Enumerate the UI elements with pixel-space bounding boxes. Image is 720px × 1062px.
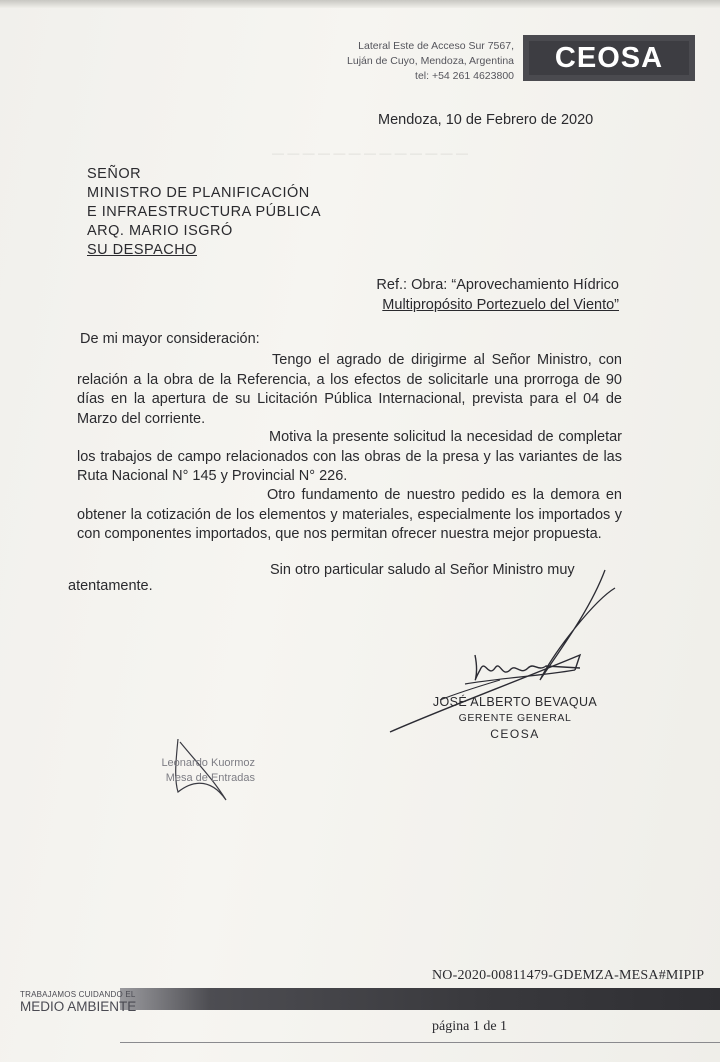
phone-line: tel: +54 261 4623800: [415, 70, 514, 82]
company-logo: [523, 35, 695, 81]
body-paragraph-1: Tengo el agrado de dirigirme al Señor Ministro, con relación a la obra de la Referencia, a los efectos de solicitarle una prorroga de 90 días en la apertura de su Licitación Pública Internacional, prevista para el 04 de Marzo del corriente.: [77, 352, 622, 427]
reference-block: [365, 275, 619, 315]
recipient-block: [87, 165, 321, 260]
footer-divider: [120, 1042, 720, 1043]
address-line-2: Luján de Cuyo, Mendoza, Argentina: [347, 55, 514, 67]
reference-line-1: Ref.: Obra: “Aprovechamiento Hídrico: [376, 277, 619, 293]
page-number: página 1 de 1: [432, 1019, 508, 1034]
recipient-line-5: SU DESPACHO: [87, 242, 197, 258]
letterhead-address: [347, 39, 514, 84]
recipient-line-3: E INFRAESTRUCTURA PÚBLICA: [87, 204, 322, 220]
letter-date: Mendoza, 10 de Febrero de 2020: [378, 112, 594, 128]
footer-bar: [120, 988, 720, 1010]
stamp-line-1: Leonardo Kuormoz: [161, 757, 255, 769]
signer-company: CEOSA: [490, 727, 540, 741]
logo-text: CEOSA: [529, 41, 689, 75]
body-paragraph-2: Motiva la presente solicitud la necesidad de completar los trabajos de campo relacionados con las obras de la presa y las variantes de las Ruta Nacional N° 145 y Provincial N° 226.: [77, 429, 622, 484]
tagline-large: MEDIO AMBIENTE: [20, 999, 137, 1014]
bleed-through-text: — — — — — — — — — — — — —: [272, 146, 469, 160]
document-number: NO-2020-00811479-GDEMZA-MESA#MIPIP: [432, 968, 705, 983]
closing-sign-off: atentamente.: [68, 578, 153, 594]
reference-line-2: Multipropósito Portezuelo del Viento”: [382, 297, 619, 313]
reception-stamp: [140, 756, 255, 786]
signer-title: GERENTE GENERAL: [458, 712, 572, 724]
tagline-small: TRABAJAMOS CUIDANDO EL: [20, 990, 136, 999]
page-edge-shadow: [0, 0, 720, 8]
signer-block: [430, 694, 600, 742]
body-paragraph-3: Otro fundamento de nuestro pedido es la demora en obtener la cotización de los elementos y materiales, especialmente los importados y con componentes importados, que nos permitan ofrecer nuestra mejor propuesta.: [77, 487, 622, 542]
recipient-line-1: SEÑOR: [87, 166, 142, 182]
address-line-1: Lateral Este de Acceso Sur 7567,: [358, 40, 514, 52]
recipient-line-2: MINISTRO DE PLANIFICACIÓN: [87, 185, 310, 201]
stamp-line-2: Mesa de Entradas: [165, 772, 255, 784]
footer-tagline: [20, 990, 136, 1014]
greeting: De mi mayor consideración:: [80, 331, 260, 347]
recipient-line-4: ARQ. MARIO ISGRÓ: [87, 223, 233, 239]
signer-name: JOSÉ ALBERTO BEVAQUA: [432, 695, 598, 709]
closing-line: Sin otro particular saludo al Señor Ministro muy: [270, 562, 575, 578]
